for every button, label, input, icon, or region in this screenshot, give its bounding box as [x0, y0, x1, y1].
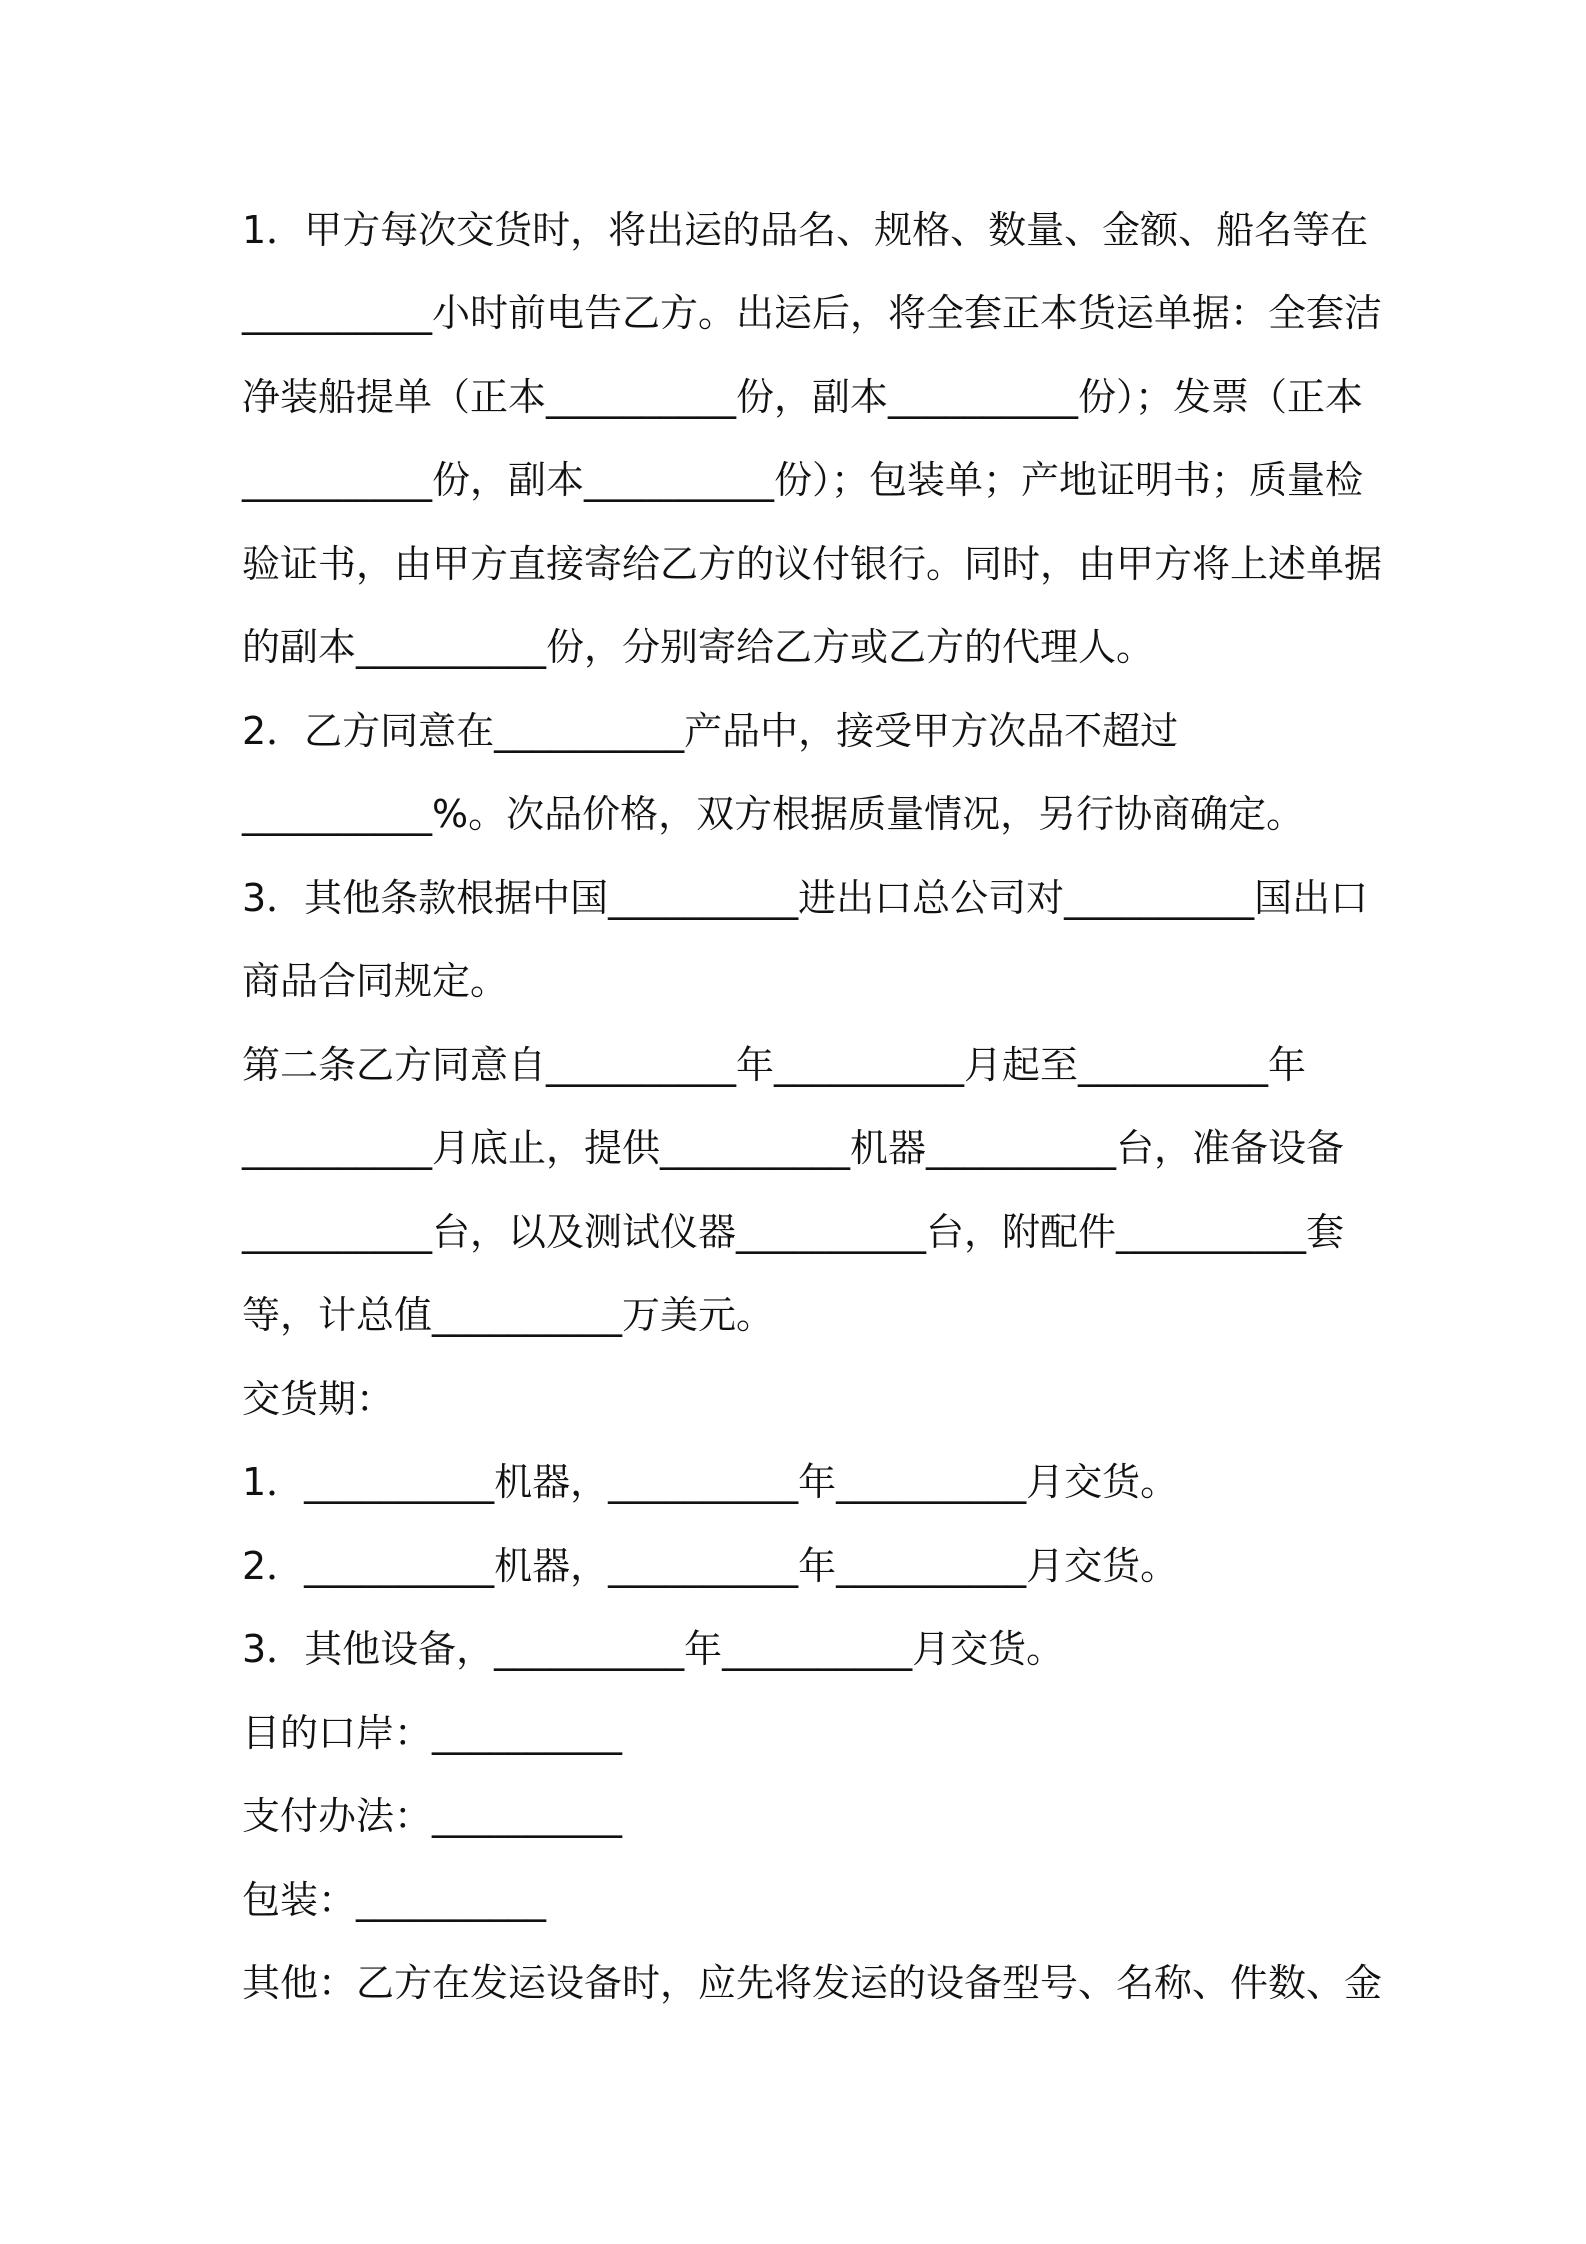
text-line: 交货期：	[242, 1377, 395, 1421]
text-line: 支付办法：__________	[242, 1794, 623, 1838]
text-line: 目的口岸：__________	[242, 1711, 623, 1755]
text-line: 的副本__________份，分别寄给乙方或乙方的代理人。	[242, 625, 1155, 669]
text-line: 3．其他条款根据中国__________进出口总公司对__________国出口	[242, 876, 1369, 920]
text-line: 验证书，由甲方直接寄给乙方的议付银行。同时，由甲方将上述单据	[242, 542, 1383, 586]
text-line: 净装船提单（正本__________份，副本__________份）；发票（正本	[242, 375, 1364, 419]
text-line: 等，计总值__________万美元。	[242, 1293, 775, 1337]
text-line: __________%。次品价格，双方根据质量情况，另行协商确定。	[242, 792, 1305, 836]
text-line: 包装：__________	[242, 1878, 547, 1922]
text-line: 第二条乙方同意自__________年__________月起至__________年	[242, 1043, 1307, 1087]
text-line: __________台，以及测试仪器__________台，附配件__________套	[242, 1210, 1345, 1254]
text-line: __________小时前电告乙方。出运后，将全套正本货运单据：全套洁	[242, 291, 1383, 335]
text-line: 商品合同规定。	[242, 959, 509, 1003]
text-line: 2．__________机器，__________年__________月交货。	[242, 1544, 1179, 1588]
text-line: __________份，副本__________份）；包装单；产地证明书；质量检	[242, 458, 1364, 502]
text-line: 1．__________机器，__________年__________月交货。	[242, 1460, 1179, 1504]
text-line: 2．乙方同意在__________产品中，接受甲方次品不超过	[242, 709, 1179, 753]
text-line: 1．甲方每次交货时，将出运的品名、规格、数量、金额、船名等在	[242, 208, 1369, 252]
text-line: __________月底止，提供__________机器__________台，准备设备	[242, 1126, 1345, 1170]
text-line: 其他：乙方在发运设备时，应先将发运的设备型号、名称、件数、金	[242, 1961, 1383, 2005]
text-line: 3．其他设备，__________年__________月交货。	[242, 1627, 1065, 1671]
